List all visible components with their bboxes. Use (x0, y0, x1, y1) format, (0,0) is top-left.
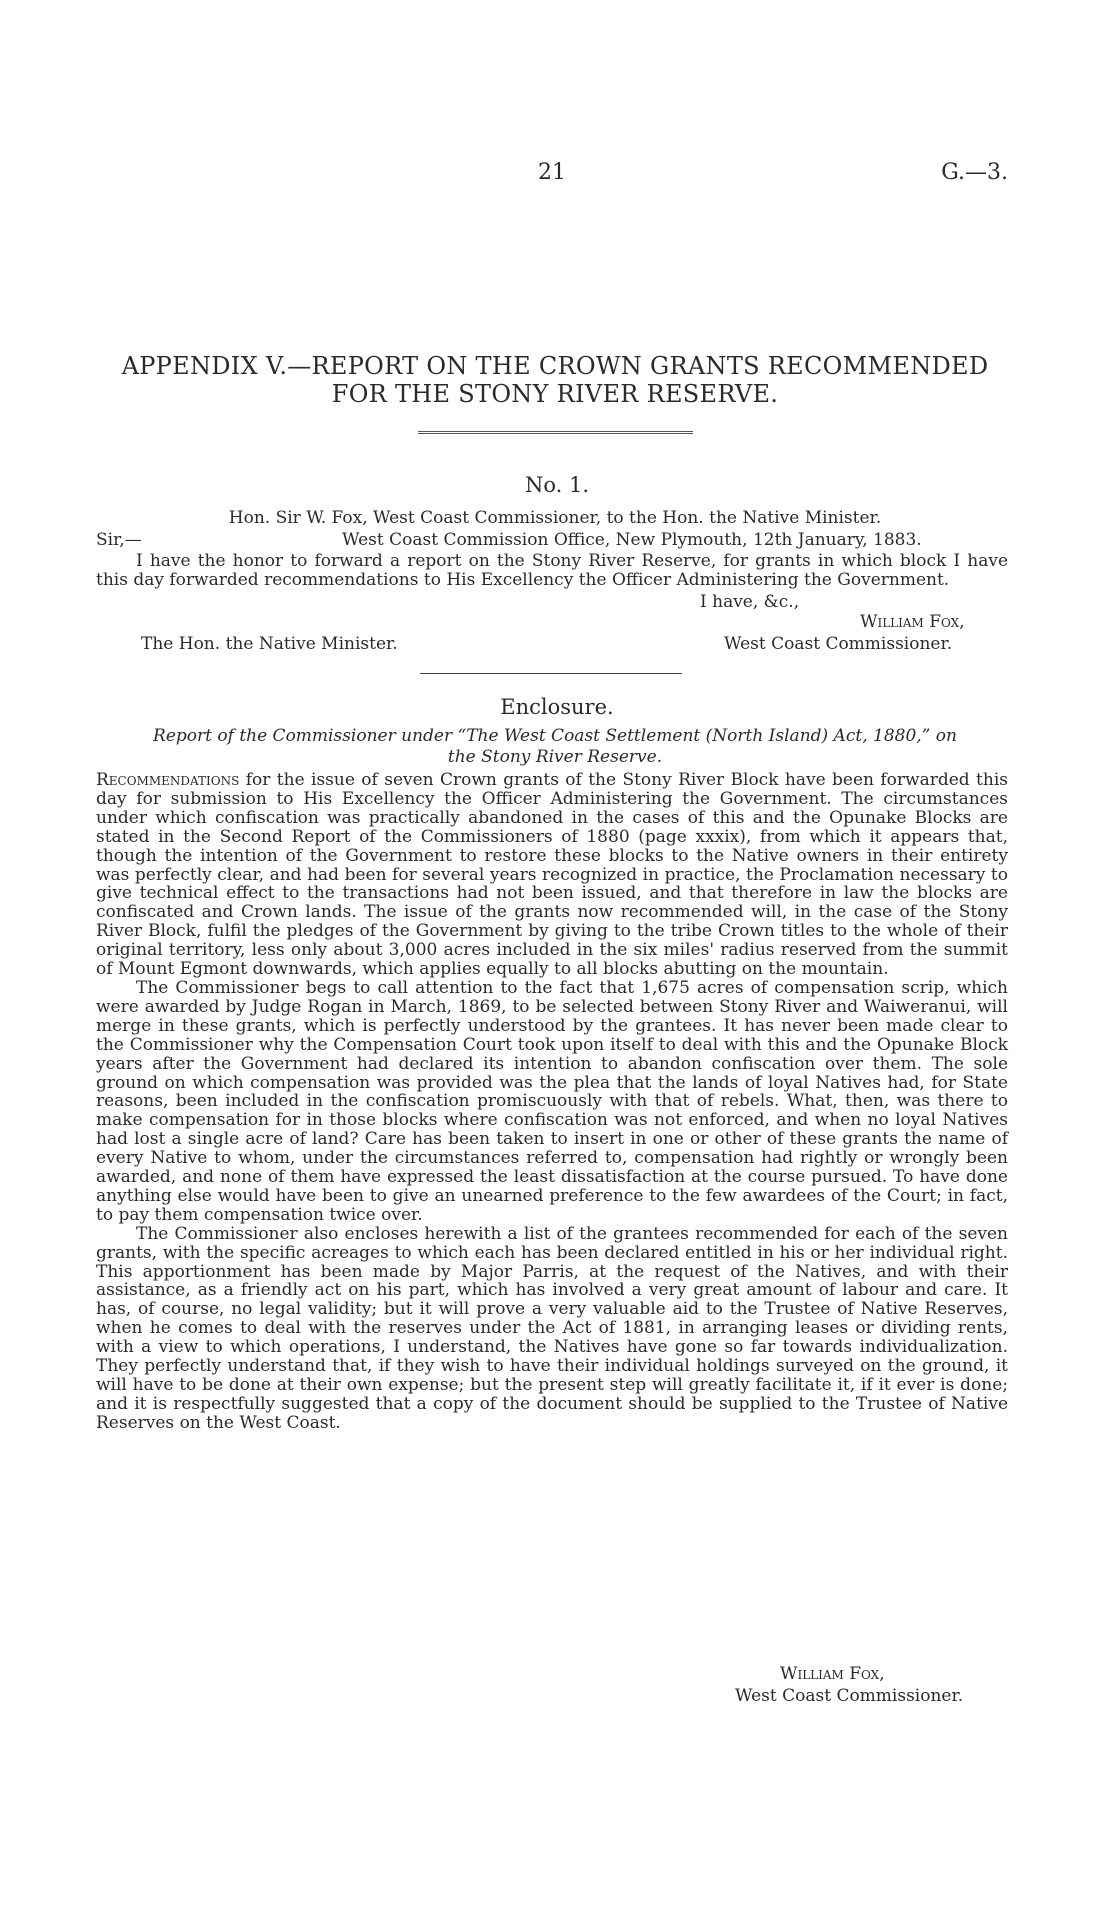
appendix-title-line-2: FOR THE STONY RIVER RESERVE. (331, 380, 779, 408)
report-paragraph-1-text: for the issue of seven Crown grants of the Stony River Block have been forwarded this day for submission to His Excellency the Officer Administering the Government. The circumstances under which confiscation was practically abandoned in the cases of this and the Opunake Blocks are stated in the Second Report of the Commissioners of 1880 (page xxxix), from which it appears that, though the intention of the Government to restore these blocks to the Native owners in their entirety was perfectly clear, and had been for several years recognized in practice, the Proclamation necessary to give technical effect to the transactions had not been issued, and that therefore in law the blocks are confiscated and Crown lands. The issue of the grants now recommended will, in the case of the Stony River Block, fulfil the pledges of the Government by giving to the tribe Crown titles to the whole of their original territory, less only about 3,000 acres included in the six miles' radius reserved from the summit of Mount Egmont downwards, which applies equally to all blocks abutting on the mountain. (96, 770, 1008, 980)
report-paragraph-1 (96, 771, 1008, 979)
letter-addressee: The Hon. the Native Minister. (141, 634, 398, 654)
letter-signature-title: West Coast Commissioner. (724, 634, 953, 654)
document-code: G.—3. (941, 160, 1008, 185)
enclosure-heading: Enclosure. (500, 695, 614, 719)
letter-body-text: I have the honor to forward a report on the Stony River Reserve, for grants in which block I have this day forwarded recommendations to His Excellency the Officer Administering the Government. (96, 551, 1008, 590)
enclosure-subtitle-line-1: Report of the Commissioner under “The West Coast Settlement (North Island) Act, 1880,” on (153, 726, 957, 746)
letter-closing: I have, &c., (700, 592, 800, 612)
letter-from-to: Hon. Sir W. Fox, West Coast Commissioner, to the Hon. the Native Minister. (228, 508, 882, 528)
report-paragraph-2: The Commissioner begs to call attention to the fact that 1,675 acres of compensation scrip, which were awarded by Judge Rogan in March, 1869, to be selected between Stony River and Waiweranui, will merge in these grants, which is perfectly understood by the grantees. It has never been made clear to the Commissioner why the Compensation Court took upon itself to deal with this and the Opunake Block years after the Government had declared its intention to abandon confiscation over them. The sole ground on which compensation was provided was the plea that the lands of loyal Natives had, for State reasons, been included in the confiscation promiscuously with that of rebels. What, then, was there to make compensation for in those blocks where confiscation was not enforced, and when no loyal Natives had lost a single acre of land? Care has been taken to insert in one or other of these grants the name of every Native to whom, under the circumstances referred to, compensation had rightly or wrongly been awarded, and none of them have expressed the least dissatisfaction at the course pursued. To have done anything else would have been to give an unearned preference to the few awardees of the Court; in fact, to pay them compensation twice over. (96, 977, 1008, 1225)
letter-divider (420, 673, 682, 674)
report-signature: William Fox, (780, 1664, 885, 1684)
letter-salutation: Sir,— (96, 530, 142, 550)
page-number: 21 (538, 160, 566, 185)
title-divider (418, 431, 693, 434)
report-paragraph-3: The Commissioner also encloses herewith a list of the grantees recommended for each of the seven grants, with the specific acreages to which each has been declared entitled in his or her individual right. This apportionment has been made by Major Parris, at the request of the Natives, and with their assistance, as a friendly act on his part, which has involved a very great amount of labour and care. It has, of course, no legal validity; but it will prove a very valuable aid to the Trustee of Native Reserves, when he comes to deal with the reserves under the Act of 1881, in arranging leases or dividing rents, with a view to which operations, I understand, the Natives have gone so far towards individualization. They perfectly understand that, if they wish to have their individual holdings surveyed on the ground, it will have to be done at their own expense; but the present step will greatly facilitate it, if it ever is done; and it is respectfully suggested that a copy of the document should be supplied to the Trustee of Native Reserves on the West Coast. (96, 1223, 1008, 1433)
letter-address: West Coast Commission Office, New Plymouth, 12th January, 1883. (342, 530, 922, 550)
enclosure-subtitle-line-2: the Stony River Reserve. (447, 747, 663, 767)
enclosure-report-body (96, 771, 1008, 1433)
report-paragraph-1-lead: Recommendations (96, 770, 240, 790)
letter-body (96, 552, 1008, 590)
page-header (0, 160, 1114, 190)
report-signature-title: West Coast Commissioner. (735, 1686, 964, 1706)
letter-signature: William Fox, (860, 612, 965, 632)
letter-number: No. 1. (524, 473, 590, 497)
appendix-title (96, 352, 1014, 408)
appendix-title-line-1: APPENDIX V.—REPORT ON THE CROWN GRANTS RECOMMENDED (121, 352, 989, 380)
